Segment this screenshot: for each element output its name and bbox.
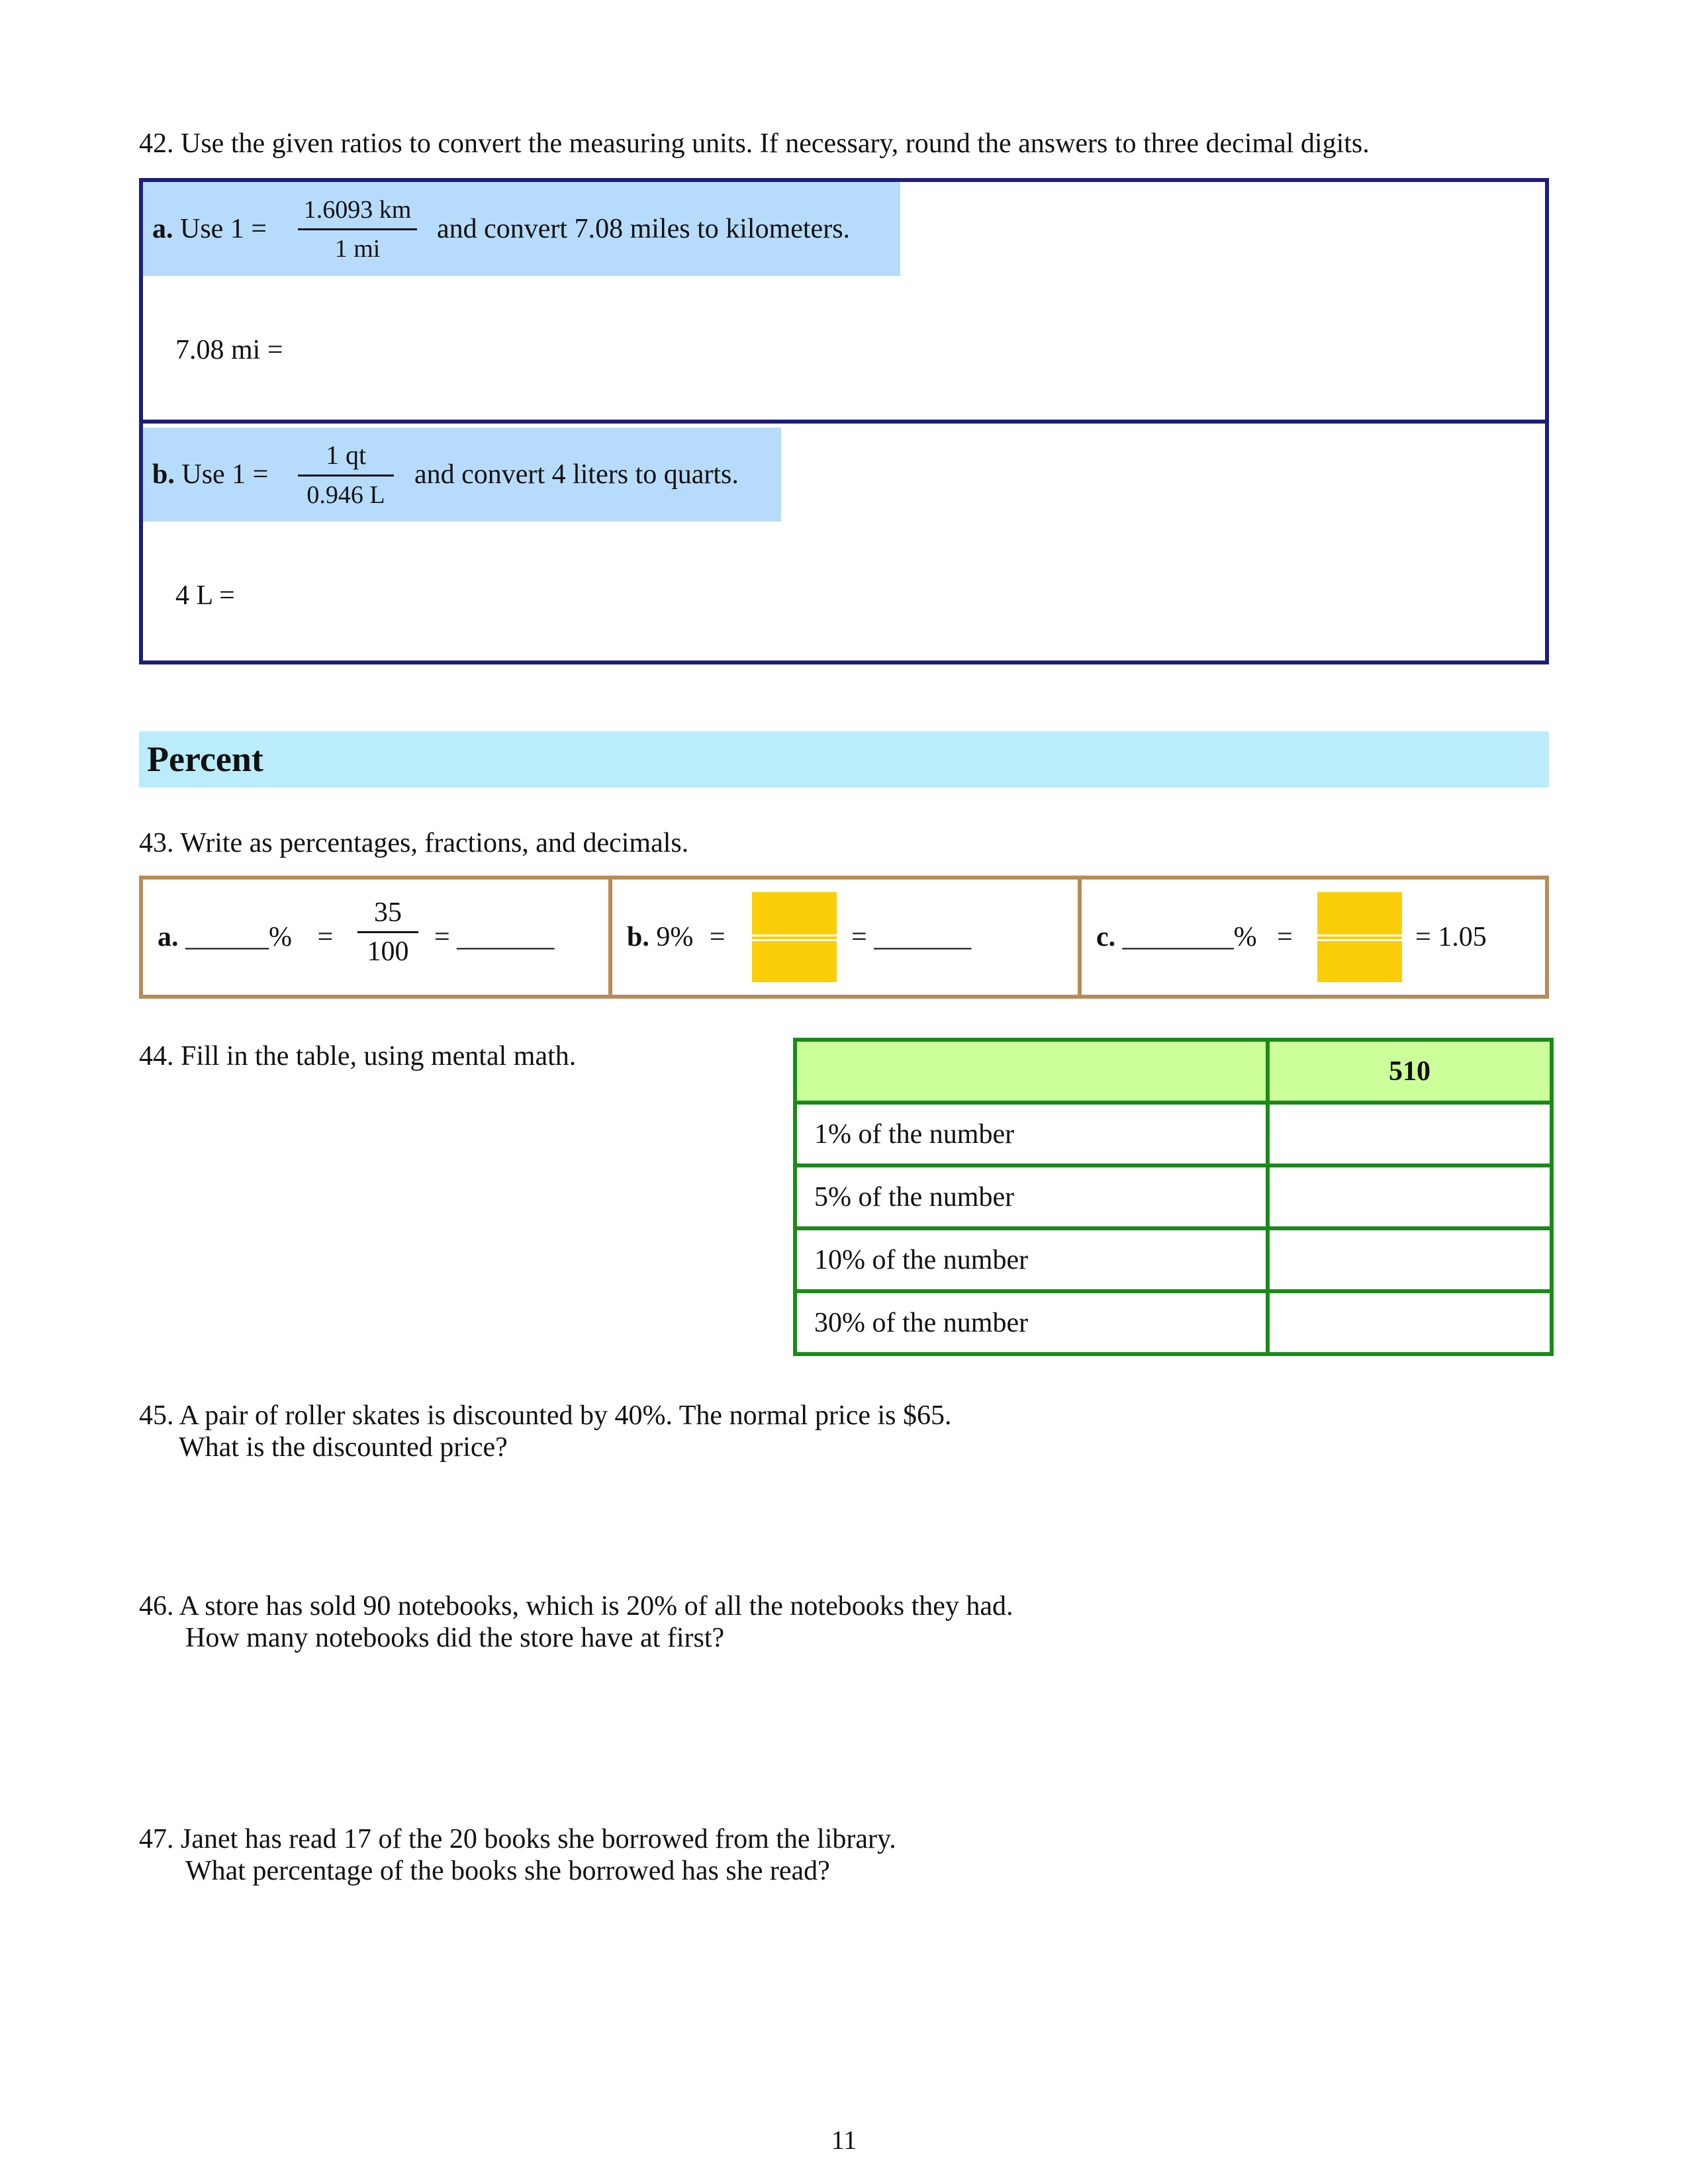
problem-42b-work: 4 L = [175,580,235,611]
table-row-label: 1% of the number [795,1103,1268,1165]
table-answer-cell[interactable] [1268,1103,1552,1165]
problem-46-line2: How many notebooks did the store have at first? [185,1623,725,1653]
problem-43c-fraction-answer-box[interactable] [1317,892,1402,982]
problem-45 [139,1400,952,1463]
table-row [795,1103,1552,1165]
problem-42b-label: b. Use 1 = [152,459,269,490]
percent-table [793,1038,1554,1356]
problem-47-line1: 47. Janet has read 17 of the 20 books she borrowed from the library. [139,1824,896,1854]
fraction-denominator: 100 [367,936,409,967]
problem-42-divider [139,420,1549,424]
table-row-label: 10% of the number [795,1228,1268,1291]
table-header-number: 510 [1268,1040,1552,1103]
table-row-label: 30% of the number [795,1291,1268,1354]
table-header-row [795,1040,1552,1103]
problem-42b-ratio [298,439,394,510]
problem-44-prompt: 44. Fill in the table, using mental math. [139,1041,577,1071]
problem-47 [139,1823,896,1887]
fraction-numerator: 35 [374,897,402,928]
table-row [795,1228,1552,1291]
problem-43a-row: a. ______% = [158,922,334,952]
problem-43b-decimal: = _______ [851,922,972,952]
problem-42a-instruction: and convert 7.08 miles to kilometers. [437,214,851,244]
problem-43a-decimal: = _______ [434,922,555,952]
page-number: 11 [831,2125,857,2155]
problem-42a-work: 7.08 mi = [175,335,283,365]
problem-43-prompt: 43. Write as percentages, fractions, and decimals. [139,828,689,858]
table-answer-cell[interactable] [1268,1291,1552,1354]
problem-46 [139,1590,1013,1654]
ratio-denominator: 0.946 L [306,481,385,509]
ratio-numerator: 1.6093 km [303,196,412,224]
problem-42b-instruction: and convert 4 liters to quarts. [414,459,739,490]
table-answer-cell[interactable] [1268,1165,1552,1228]
problem-43b-row: b. 9% = [627,922,726,952]
table-row [795,1165,1552,1228]
problem-46-line1: 46. A store has sold 90 notebooks, which is 20% of all the notebooks they had. [139,1591,1013,1621]
table-row [795,1291,1552,1354]
ratio-denominator: 1 mi [334,235,381,263]
problem-45-line2: What is the discounted price? [179,1432,508,1463]
problem-43a-fraction [357,897,418,968]
problem-43b-fraction-answer-box[interactable] [752,892,837,982]
problem-43c-row: c. ________% = [1096,922,1293,952]
problem-42a-ratio [298,195,417,263]
table-answer-cell[interactable] [1268,1228,1552,1291]
section-header-percent: Percent [139,731,1549,788]
problem-45-line1: 45. A pair of roller skates is discounted by 40%. The normal price is $65. [139,1400,952,1431]
problem-42-prompt: 42. Use the given ratios to convert the measuring units. If necessary, round the answers to three decimal digits. [139,128,1370,159]
problem-47-line2: What percentage of the books she borrowed has she read? [185,1856,830,1886]
table-row-label: 5% of the number [795,1165,1268,1228]
table-header-cell [795,1040,1268,1103]
problem-42a-label: a. Use 1 = [152,214,267,244]
problem-43c-decimal: = 1.05 [1415,922,1487,952]
ratio-numerator: 1 qt [325,440,367,470]
